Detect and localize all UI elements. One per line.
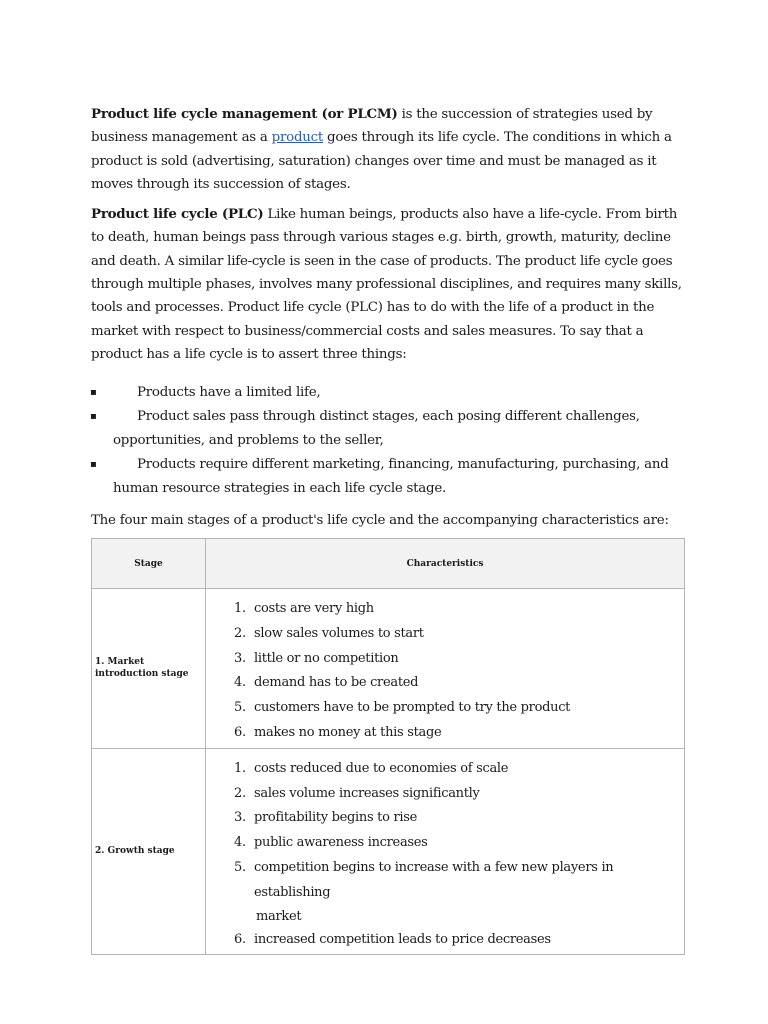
- stage-cell: 1. Market introduction stage: [92, 589, 206, 749]
- product-link[interactable]: product: [271, 130, 324, 146]
- list-item-text: Product sales pass through distinct stages, each posing different challenges, opportunities, and problems to the seller,: [113, 409, 640, 449]
- bullet-icon: ▪: [90, 459, 97, 471]
- item-number: 2.: [234, 785, 246, 801]
- stages-table: [91, 538, 685, 955]
- list-item-text: Products have a limited life,: [137, 385, 321, 401]
- table-header-row: [92, 539, 685, 589]
- item-text: sales volume increases significantly: [254, 785, 480, 801]
- assertions-list: [91, 381, 685, 501]
- item-number: 5.: [234, 700, 246, 716]
- item-number: 5.: [234, 859, 246, 875]
- item-text: slow sales volumes to start: [254, 625, 424, 641]
- item-number: 3.: [234, 650, 246, 666]
- header-characteristics: Characteristics: [206, 539, 685, 589]
- list-item: [91, 453, 685, 501]
- plcm-text-2: goes through its life cycle. The conditions in which a product is sold (advertising, saturation) changes over time and must be managed as it moves through its succession of stages.: [91, 130, 672, 192]
- item-number: 6.: [234, 724, 246, 740]
- item-text: demand has to be created: [254, 675, 419, 691]
- item-number: 4.: [234, 835, 246, 851]
- bullet-icon: ▪: [90, 411, 97, 423]
- item-text: costs are very high: [254, 601, 374, 616]
- item-text: competition begins to increase with a few new players in establishing: [254, 859, 614, 900]
- list-item: [206, 928, 684, 953]
- list-item: [206, 806, 684, 831]
- item-text: public awareness increases: [254, 835, 428, 851]
- list-item: [206, 671, 684, 696]
- item-text: profitability begins to rise: [254, 810, 417, 826]
- plcm-term: Product life cycle management (or PLCM): [91, 106, 398, 122]
- plcm-text-1: is the succession of strategies used by business management as a: [91, 107, 653, 146]
- list-item-text: Products require different marketing, financing, manufacturing, purchasing, and human resource strategies in each life cycle stage.: [113, 457, 669, 497]
- list-item: [91, 381, 685, 405]
- list-item: [206, 721, 684, 746]
- table-row: [92, 589, 685, 749]
- bullet-icon: ▪: [90, 387, 97, 399]
- item-number: 3.: [234, 810, 246, 826]
- item-text: increased competition leads to price decreases: [254, 931, 551, 947]
- item-number: 1.: [234, 601, 246, 616]
- item-number: 1.: [234, 760, 246, 776]
- item-text: makes no money at this stage: [254, 724, 442, 740]
- list-item: [206, 782, 684, 807]
- document-body: [91, 103, 685, 533]
- item-number: 2.: [234, 625, 246, 641]
- table-row: [92, 748, 685, 955]
- characteristics-list: [206, 589, 684, 748]
- header-stage: Stage: [92, 539, 206, 589]
- characteristics-cell: [206, 589, 685, 749]
- list-item: [206, 597, 684, 622]
- stages-intro: The four main stages of a product's life cycle and the accompanying characteristics are:: [91, 513, 669, 529]
- plc-paragraph: [91, 203, 685, 366]
- plc-text: Like human beings, products also have a life-cycle. From birth to death, human beings pass through various stages e.g. birth, growth, maturity, decline and death. A similar life-cycle is seen in the case of products. The product life cycle goes through multiple phases, involves many professional disciplines, and requires many skills, tools and processes. Product life cycle (PLC) has to do with the life of a product in the market with respect to business/commercial costs and sales measures. To say that a product has a life cycle is to assert three things:: [91, 207, 682, 362]
- list-item: [206, 831, 684, 856]
- plc-term: Product life cycle (PLC): [91, 206, 264, 223]
- item-text: customers have to be prompted to try the product: [254, 700, 571, 716]
- stage-cell: 2. Growth stage: [92, 748, 206, 955]
- list-item: [206, 647, 684, 672]
- item-text: little or no competition: [254, 650, 399, 666]
- characteristics-list: [206, 749, 684, 955]
- item-number: 6.: [234, 931, 246, 947]
- list-item: [206, 622, 684, 647]
- list-item: [206, 856, 684, 928]
- item-number: 4.: [234, 675, 246, 691]
- list-item: [206, 757, 684, 782]
- item-text: costs reduced due to economies of scale: [254, 760, 509, 776]
- list-item: [206, 696, 684, 721]
- item-text-continued: market: [256, 908, 302, 924]
- characteristics-cell: [206, 748, 685, 955]
- plcm-paragraph: [91, 103, 685, 196]
- list-item: [91, 405, 685, 453]
